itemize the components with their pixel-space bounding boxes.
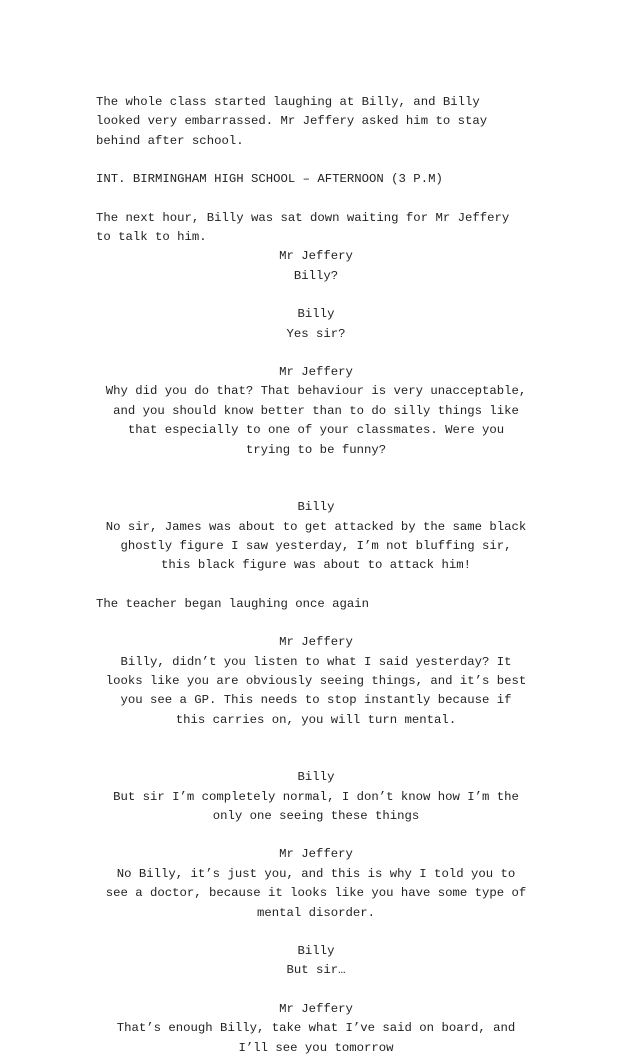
dialogue-line: Why did you do that? That behaviour is very unacceptable, and you should know better than to do silly things like that especially to one of your classmates. Were you trying to be funny? [105,384,527,457]
character-name: Mr Jeffery [279,635,353,650]
dialogue-line: That’s enough Billy, take what I’ve said on board, and I’ll see you tomorrow [116,1021,516,1055]
character-name: Mr Jeffery [279,249,353,264]
dialogue-block [96,942,536,981]
character-name: Mr Jeffery [279,1001,353,1016]
dialogue-block [96,305,536,344]
character-name: Billy [297,770,335,785]
dialogue-block [96,845,536,923]
dialogue-line: No Billy, it’s just you, and this is why I told you to see a doctor, because it looks like you have some type of mental disorder. [105,866,527,920]
dialogue-block [96,768,536,826]
action-paragraph: The whole class started laughing at Billy, and Billy looked very embarrassed. Mr Jeffery asked him to stay behind after school. [96,95,488,148]
dialogue-line: Billy? [293,268,339,283]
dialogue-block [96,633,536,730]
dialogue-block [96,247,536,286]
script-body [96,93,536,1058]
scene-heading: INT. BIRMINGHAM HIGH SCHOOL – AFTERNOON (3 P.M) [96,172,443,187]
character-name: Billy [297,944,335,958]
action-paragraph: The next hour, Billy was sat down waiting for Mr Jeffery to talk to him. [96,210,510,245]
character-name: Mr Jeffery [279,847,353,862]
action-paragraph: The teacher began laughing once again [96,596,370,611]
character-name: Billy [297,500,335,515]
dialogue-block [96,363,536,460]
dialogue-block [96,498,536,576]
dialogue-block [96,1000,536,1058]
dialogue-line: Yes sir? [286,326,346,341]
character-name: Mr Jeffery [279,365,353,380]
dialogue-line: But sir I’m completely normal, I don’t know how I’m the only one seeing these things [113,789,519,823]
character-name: Billy [297,307,335,322]
dialogue-line: But sir… [286,963,346,978]
dialogue-line: Billy, didn’t you listen to what I said yesterday? It looks like you are obviously seeing things, and it’s best you see a GP. This needs to stop instantly because if this carries on, you will turn mental. [105,654,527,727]
dialogue-line: No sir, James was about to get attacked by the same black ghostly figure I saw yesterday, I’m not bluffing sir, this black figure was about to attack him! [105,519,527,573]
